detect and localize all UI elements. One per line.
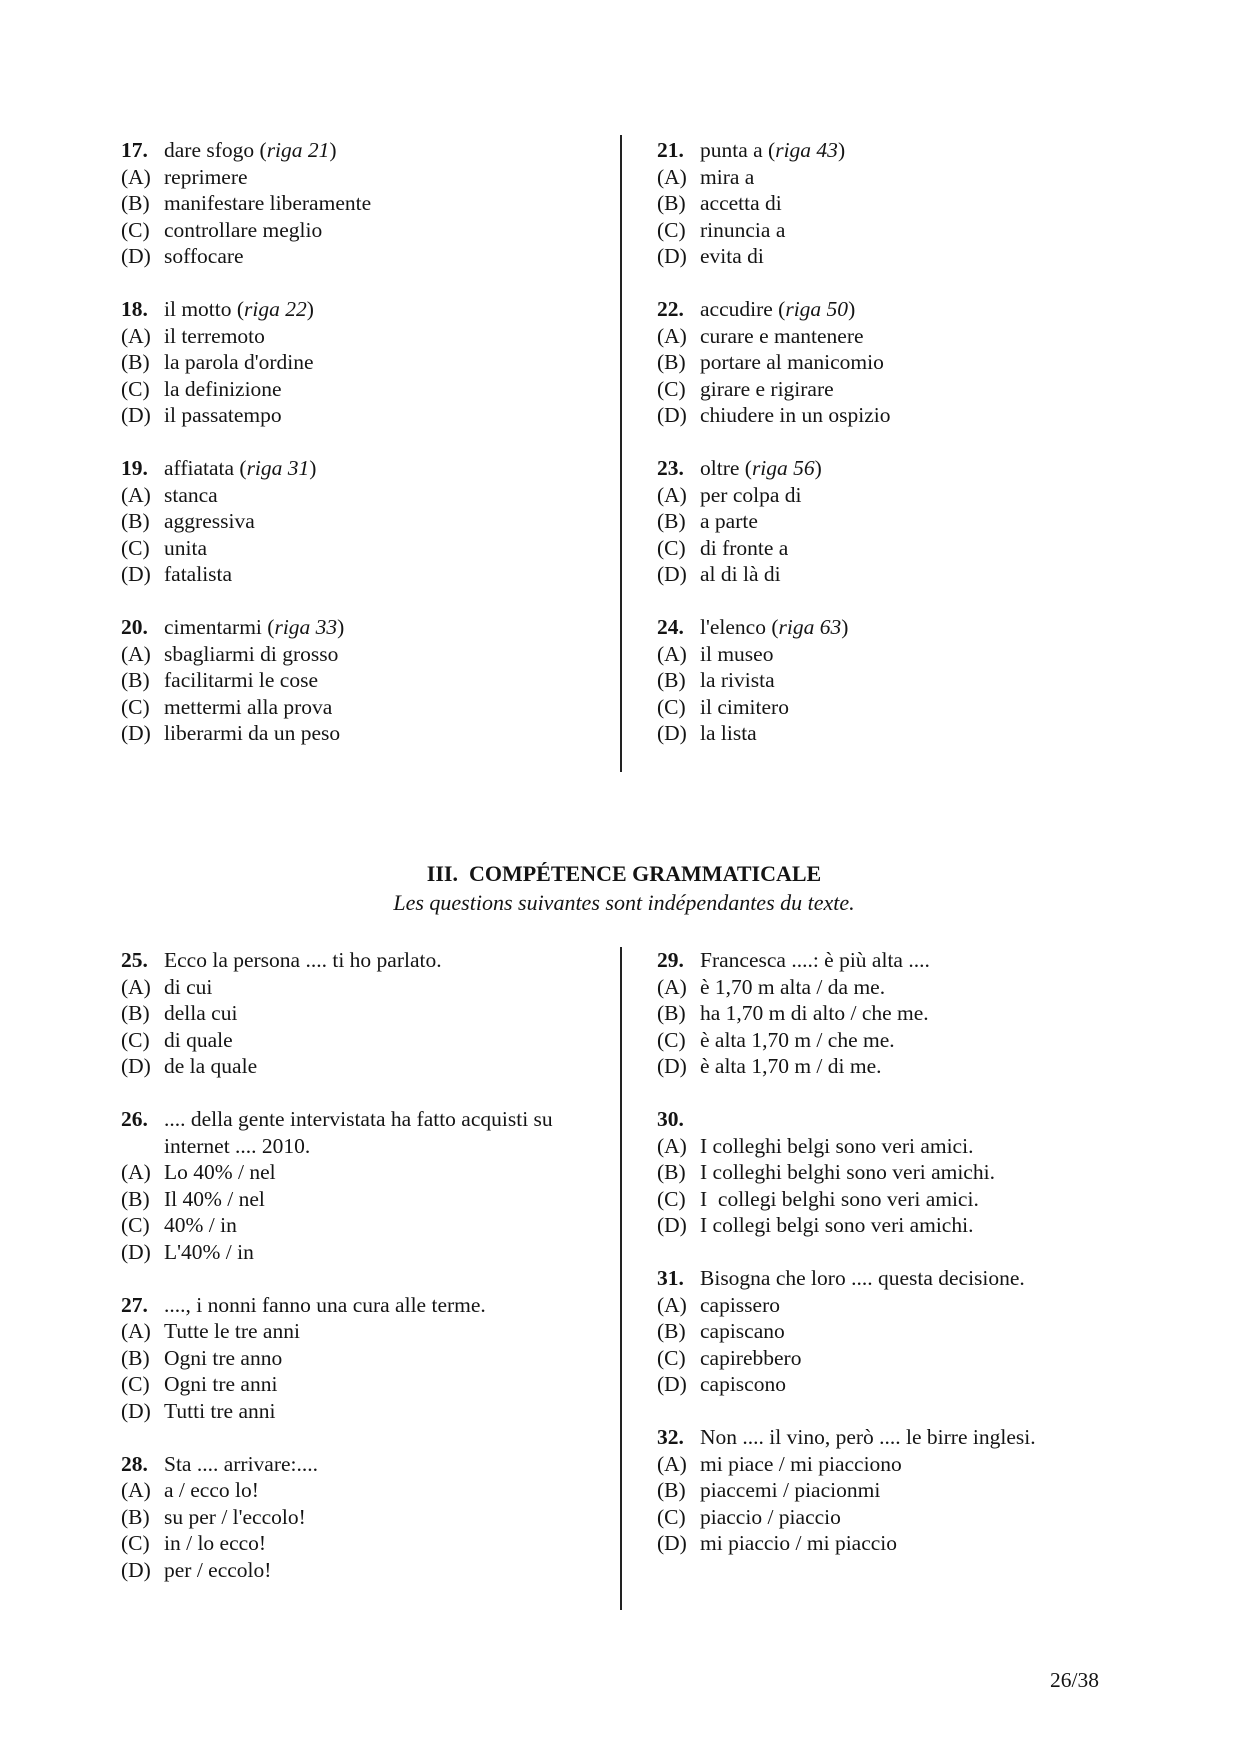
question-stem: Sta .... arrivare:.... xyxy=(164,1451,319,1476)
question-number: 20. xyxy=(121,615,148,639)
grammar-right-column xyxy=(657,947,1197,1583)
option-letter: (D) xyxy=(657,1054,687,1078)
option-letter: (B) xyxy=(121,1186,150,1211)
option-letter: (C) xyxy=(121,1531,150,1555)
page-number: 26/38 xyxy=(1050,1668,1099,1692)
answer-option-a xyxy=(657,1292,1197,1319)
answer-option-b xyxy=(121,1504,601,1531)
answer-option-a xyxy=(657,482,1197,509)
answer-option-b xyxy=(121,508,601,535)
option-text: evita di xyxy=(700,244,764,268)
column-divider xyxy=(620,135,622,772)
line-reference: riga 21 xyxy=(266,138,330,162)
option-text: il cimitero xyxy=(700,694,789,719)
question-stem-continuation xyxy=(121,1133,601,1160)
question-stem xyxy=(164,455,316,482)
option-letter: (C) xyxy=(657,1504,686,1529)
option-letter: (B) xyxy=(121,1001,150,1025)
option-text: capissero xyxy=(700,1292,780,1317)
line-reference: riga 31 xyxy=(246,456,310,480)
answer-option-d xyxy=(121,1239,601,1266)
question-number: 27. xyxy=(121,1292,148,1317)
question-stem-line xyxy=(121,1451,601,1478)
option-text: piaccio / piaccio xyxy=(700,1504,841,1529)
stem-text-end: ) xyxy=(309,456,317,480)
answer-option-c xyxy=(657,1186,1197,1213)
answer-option-d xyxy=(121,402,601,429)
question-stem-line xyxy=(657,1424,1197,1451)
answer-option-c xyxy=(657,694,1197,721)
option-letter: (B) xyxy=(121,668,150,692)
stem-text-end: ) xyxy=(837,138,846,162)
option-letter: (D) xyxy=(121,1557,151,1582)
option-text: Lo 40% / nel xyxy=(164,1160,276,1184)
option-text: per colpa di xyxy=(700,482,802,507)
question-27 xyxy=(121,1292,601,1425)
answer-option-b xyxy=(657,1477,1197,1504)
line-reference: riga 43 xyxy=(775,138,838,162)
option-text: facilitarmi le cose xyxy=(164,668,319,692)
option-letter: (D) xyxy=(121,1239,151,1264)
option-text: Tutti tre anni xyxy=(164,1398,276,1423)
option-text: è alta 1,70 m / di me. xyxy=(700,1054,882,1078)
question-number: 17. xyxy=(121,138,148,162)
answer-option-a xyxy=(657,323,1197,350)
answer-option-a xyxy=(121,1159,601,1186)
option-letter: (A) xyxy=(121,1160,151,1184)
option-letter: (D) xyxy=(121,562,151,586)
option-letter: (C) xyxy=(657,217,686,242)
option-letter: (D) xyxy=(121,244,151,268)
question-stem-line xyxy=(657,947,1197,974)
answer-option-d xyxy=(121,561,601,588)
option-letter: (C) xyxy=(121,217,150,242)
question-30 xyxy=(657,1106,1197,1239)
option-text: fatalista xyxy=(164,562,233,586)
answer-option-d xyxy=(657,1530,1197,1557)
question-26 xyxy=(121,1106,601,1265)
option-text: mira a xyxy=(700,164,755,189)
option-letter: (A) xyxy=(121,1319,151,1343)
option-text: è alta 1,70 m / che me. xyxy=(700,1027,895,1052)
stem-text: il motto ( xyxy=(164,297,245,321)
answer-option-c xyxy=(657,1345,1197,1372)
question-22 xyxy=(657,296,1197,429)
option-text: su per / l'eccolo! xyxy=(164,1504,306,1529)
question-stem-line xyxy=(121,947,601,974)
option-text: controllare meglio xyxy=(164,217,323,242)
option-letter: (B) xyxy=(121,350,150,374)
option-letter: (D) xyxy=(657,244,687,268)
option-letter: (A) xyxy=(657,482,687,507)
option-letter: (A) xyxy=(121,164,151,189)
option-letter: (B) xyxy=(657,668,686,692)
question-20 xyxy=(121,614,601,747)
line-reference: riga 56 xyxy=(751,456,815,480)
answer-option-c xyxy=(121,1530,601,1557)
answer-option-b xyxy=(121,190,601,217)
question-number: 18. xyxy=(121,297,148,321)
question-stem: Ecco la persona .... ti ho parlato. xyxy=(164,948,442,972)
answer-option-b xyxy=(121,667,601,694)
question-stem-line xyxy=(657,455,1197,482)
option-text: Ogni tre anno xyxy=(164,1345,283,1370)
question-stem-line xyxy=(121,296,601,323)
stem-text-end: ) xyxy=(306,297,314,321)
question-24 xyxy=(657,614,1197,747)
option-letter: (B) xyxy=(657,509,686,533)
line-reference: riga 63 xyxy=(778,615,842,639)
option-letter: (A) xyxy=(657,164,687,189)
option-text: mi piaccio / mi piaccio xyxy=(700,1531,898,1555)
option-text: sbagliarmi di grosso xyxy=(164,641,339,666)
option-text: la lista xyxy=(700,721,757,745)
vocabulary-left-column xyxy=(121,137,601,773)
answer-option-d xyxy=(657,561,1197,588)
answer-option-c xyxy=(121,1027,601,1054)
option-letter: (C) xyxy=(657,694,686,719)
stem-text-end: ) xyxy=(814,456,822,480)
option-text: chiudere in un ospizio xyxy=(700,403,891,427)
question-stem xyxy=(700,455,822,482)
option-text: girare e rigirare xyxy=(700,376,834,401)
question-31 xyxy=(657,1265,1197,1398)
answer-option-c xyxy=(657,1504,1197,1531)
answer-option-a xyxy=(121,323,601,350)
answer-option-c xyxy=(657,376,1197,403)
question-stem-line xyxy=(657,137,1197,164)
answer-option-a xyxy=(121,974,601,1001)
stem-text-end: ) xyxy=(848,297,856,321)
answer-option-c xyxy=(121,694,601,721)
option-letter: (D) xyxy=(121,1054,151,1078)
question-stem: .... della gente intervistata ha fatto acquisti su xyxy=(164,1107,553,1131)
vocabulary-right-column xyxy=(657,137,1197,773)
option-letter: (B) xyxy=(657,1160,686,1184)
option-text: portare al manicomio xyxy=(700,350,884,374)
line-reference: riga 22 xyxy=(244,297,307,321)
option-letter: (A) xyxy=(657,1292,687,1317)
option-text: L'40% / in xyxy=(164,1239,254,1264)
question-23 xyxy=(657,455,1197,588)
answer-option-a xyxy=(121,1318,601,1345)
question-32 xyxy=(657,1424,1197,1557)
answer-option-b xyxy=(657,1000,1197,1027)
option-letter: (B) xyxy=(657,1001,686,1025)
stem-text: accudire ( xyxy=(700,297,786,321)
answer-option-c xyxy=(657,217,1197,244)
option-text: rinuncia a xyxy=(700,217,786,242)
question-19 xyxy=(121,455,601,588)
answer-option-b xyxy=(121,1000,601,1027)
option-text: liberarmi da un peso xyxy=(164,721,341,745)
question-28 xyxy=(121,1451,601,1584)
option-text: aggressiva xyxy=(164,509,255,533)
question-number: 24. xyxy=(657,615,684,639)
question-stem: ...., i nonni fanno una cura alle terme. xyxy=(164,1292,486,1317)
answer-option-d xyxy=(657,243,1197,270)
option-text: curare e mantenere xyxy=(700,323,864,348)
stem-text-end: ) xyxy=(329,138,337,162)
answer-option-d xyxy=(657,1371,1197,1398)
answer-option-c xyxy=(121,535,601,562)
option-letter: (A) xyxy=(657,1451,687,1476)
option-letter: (A) xyxy=(657,974,687,999)
option-text: la parola d'ordine xyxy=(164,350,314,374)
grammar-left-column xyxy=(121,947,601,1610)
answer-option-d xyxy=(121,1557,601,1584)
question-number: 29. xyxy=(657,948,684,972)
question-stem-line xyxy=(657,1106,1197,1133)
option-letter: (C) xyxy=(657,1186,686,1211)
stem-text-end: ) xyxy=(337,615,345,639)
stem-text: oltre ( xyxy=(700,456,752,480)
option-text: la rivista xyxy=(700,668,775,692)
stem-text: l'elenco ( xyxy=(700,615,779,639)
option-letter: (A) xyxy=(657,323,687,348)
option-text: piaccemi / piacionmi xyxy=(700,1478,881,1502)
answer-option-d xyxy=(657,402,1197,429)
option-text: il passatempo xyxy=(164,403,282,427)
question-stem-line xyxy=(121,1106,601,1133)
question-stem: internet .... 2010. xyxy=(164,1133,311,1158)
answer-option-c xyxy=(121,1371,601,1398)
option-letter: (A) xyxy=(121,482,151,507)
answer-option-c xyxy=(121,376,601,403)
line-reference: riga 33 xyxy=(274,615,338,639)
option-letter: (C) xyxy=(657,535,686,560)
answer-option-c xyxy=(657,1027,1197,1054)
question-stem xyxy=(164,296,314,323)
option-letter: (C) xyxy=(657,1027,686,1052)
option-text: al di là di xyxy=(700,562,781,586)
option-text: a / ecco lo! xyxy=(164,1478,259,1502)
answer-option-c xyxy=(121,1212,601,1239)
option-text: stanca xyxy=(164,482,218,507)
question-stem-line xyxy=(657,1265,1197,1292)
answer-option-d xyxy=(121,1398,601,1425)
option-text: capiscano xyxy=(700,1319,785,1343)
option-letter: (A) xyxy=(657,1133,687,1158)
option-text: della cui xyxy=(164,1001,238,1025)
option-letter: (B) xyxy=(657,350,686,374)
answer-option-a xyxy=(121,482,601,509)
answer-option-d xyxy=(657,1053,1197,1080)
answer-option-a xyxy=(121,1477,601,1504)
answer-option-c xyxy=(121,217,601,244)
option-text: in / lo ecco! xyxy=(164,1531,267,1555)
option-text: I colleghi belghi sono veri amichi. xyxy=(700,1160,995,1184)
option-letter: (D) xyxy=(657,721,687,745)
answer-option-a xyxy=(657,1133,1197,1160)
question-stem-line xyxy=(121,614,601,641)
option-text: Ogni tre anni xyxy=(164,1372,278,1396)
option-text: di cui xyxy=(164,974,213,999)
option-text: è 1,70 m alta / da me. xyxy=(700,974,886,999)
option-text: Tutte le tre anni xyxy=(164,1319,300,1343)
question-stem-line xyxy=(121,137,601,164)
option-text: unita xyxy=(164,535,207,560)
question-17 xyxy=(121,137,601,270)
option-text: per / eccolo! xyxy=(164,1557,272,1582)
question-stem xyxy=(700,614,848,641)
answer-option-b xyxy=(121,1186,601,1213)
question-stem xyxy=(164,137,337,164)
option-letter: (C) xyxy=(121,1372,150,1396)
question-number: 22. xyxy=(657,297,684,321)
option-letter: (A) xyxy=(657,641,687,666)
question-number: 30. xyxy=(657,1107,684,1131)
option-letter: (A) xyxy=(121,974,151,999)
answer-option-a xyxy=(657,164,1197,191)
question-number: 32. xyxy=(657,1425,684,1449)
answer-option-a xyxy=(657,641,1197,668)
option-letter: (D) xyxy=(121,721,151,745)
option-letter: (B) xyxy=(657,1319,686,1343)
option-letter: (B) xyxy=(657,1478,686,1502)
question-stem-line xyxy=(121,455,601,482)
stem-text: cimentarmi ( xyxy=(164,615,275,639)
option-text: I collegi belgi sono veri amichi. xyxy=(700,1213,974,1237)
option-letter: (C) xyxy=(121,1213,150,1237)
option-letter: (D) xyxy=(121,1398,151,1423)
option-letter: (C) xyxy=(121,376,150,401)
line-reference: riga 50 xyxy=(785,297,849,321)
question-stem-line xyxy=(657,614,1197,641)
option-letter: (D) xyxy=(657,403,687,427)
option-text: il museo xyxy=(700,641,774,666)
option-text: ha 1,70 m di alto / che me. xyxy=(700,1001,929,1025)
question-stem-line xyxy=(657,296,1197,323)
answer-option-a xyxy=(657,974,1197,1001)
option-text: di fronte a xyxy=(700,535,789,560)
answer-option-d xyxy=(121,243,601,270)
question-25 xyxy=(121,947,601,1080)
option-text: di quale xyxy=(164,1027,233,1052)
answer-option-c xyxy=(657,535,1197,562)
answer-option-b xyxy=(657,667,1197,694)
answer-option-b xyxy=(657,1318,1197,1345)
section-subtitle: Les questions suivantes sont indépendantes du texte. xyxy=(393,890,855,915)
question-stem-line xyxy=(121,1292,601,1319)
answer-option-d xyxy=(121,1053,601,1080)
option-text: Il 40% / nel xyxy=(164,1186,265,1211)
question-stem: Francesca ....: è più alta .... xyxy=(700,948,930,972)
question-stem: Non .... il vino, però .... le birre inglesi. xyxy=(700,1425,1036,1449)
answer-option-d xyxy=(657,1212,1197,1239)
answer-option-d xyxy=(657,720,1197,747)
option-letter: (C) xyxy=(121,1027,150,1052)
answer-option-b xyxy=(657,349,1197,376)
option-text: 40% / in xyxy=(164,1213,237,1237)
option-letter: (C) xyxy=(657,376,686,401)
stem-text: punta a ( xyxy=(700,138,776,162)
option-text: il terremoto xyxy=(164,323,265,348)
question-21 xyxy=(657,137,1197,270)
option-text: capirebbero xyxy=(700,1345,802,1370)
question-number: 25. xyxy=(121,948,148,972)
question-stem: Bisogna che loro .... questa decisione. xyxy=(700,1266,1025,1290)
question-number: 28. xyxy=(121,1451,148,1476)
answer-option-b xyxy=(657,508,1197,535)
column-divider xyxy=(620,947,622,1610)
question-number: 31. xyxy=(657,1266,684,1290)
option-letter: (D) xyxy=(657,1213,687,1237)
answer-option-b xyxy=(657,190,1197,217)
question-number: 26. xyxy=(121,1107,148,1131)
option-letter: (B) xyxy=(121,1504,150,1529)
stem-text-end: ) xyxy=(841,615,849,639)
answer-option-a xyxy=(121,164,601,191)
answer-option-a xyxy=(121,641,601,668)
option-letter: (D) xyxy=(657,1531,687,1555)
option-text: I colleghi belgi sono veri amici. xyxy=(700,1133,974,1158)
answer-option-d xyxy=(121,720,601,747)
question-stem xyxy=(700,296,855,323)
option-letter: (D) xyxy=(657,562,687,586)
answer-option-b xyxy=(121,1345,601,1372)
option-letter: (A) xyxy=(121,1478,151,1502)
answer-option-b xyxy=(121,349,601,376)
option-text: mi piace / mi piacciono xyxy=(700,1451,902,1476)
option-letter: (C) xyxy=(121,535,150,560)
option-letter: (A) xyxy=(121,641,151,666)
answer-option-a xyxy=(657,1451,1197,1478)
stem-text: affiatata ( xyxy=(164,456,247,480)
option-text: soffocare xyxy=(164,244,244,268)
option-text: de la quale xyxy=(164,1054,258,1078)
option-letter: (B) xyxy=(121,509,150,533)
question-number: 19. xyxy=(121,456,148,480)
option-text: accetta di xyxy=(700,191,782,215)
section-title: III. COMPÉTENCE GRAMMATICALE xyxy=(426,861,822,886)
question-number: 23. xyxy=(657,456,684,480)
option-letter: (B) xyxy=(121,191,150,215)
option-text: I collegi belghi sono veri amici. xyxy=(700,1186,979,1211)
option-letter: (B) xyxy=(657,191,686,215)
option-letter: (A) xyxy=(121,323,151,348)
option-letter: (D) xyxy=(657,1372,687,1396)
option-letter: (C) xyxy=(121,694,150,719)
option-text: capiscono xyxy=(700,1372,786,1396)
answer-option-b xyxy=(657,1159,1197,1186)
option-letter: (B) xyxy=(121,1345,150,1370)
question-stem xyxy=(700,137,845,164)
option-text: a parte xyxy=(700,509,758,533)
question-18 xyxy=(121,296,601,429)
question-29 xyxy=(657,947,1197,1080)
question-number: 21. xyxy=(657,138,684,162)
option-text: manifestare liberamente xyxy=(164,191,372,215)
option-text: mettermi alla prova xyxy=(164,694,333,719)
option-text: reprimere xyxy=(164,164,248,189)
question-stem xyxy=(164,614,344,641)
option-letter: (D) xyxy=(121,403,151,427)
option-text: la definizione xyxy=(164,376,282,401)
stem-text: dare sfogo ( xyxy=(164,138,267,162)
option-letter: (C) xyxy=(657,1345,686,1370)
